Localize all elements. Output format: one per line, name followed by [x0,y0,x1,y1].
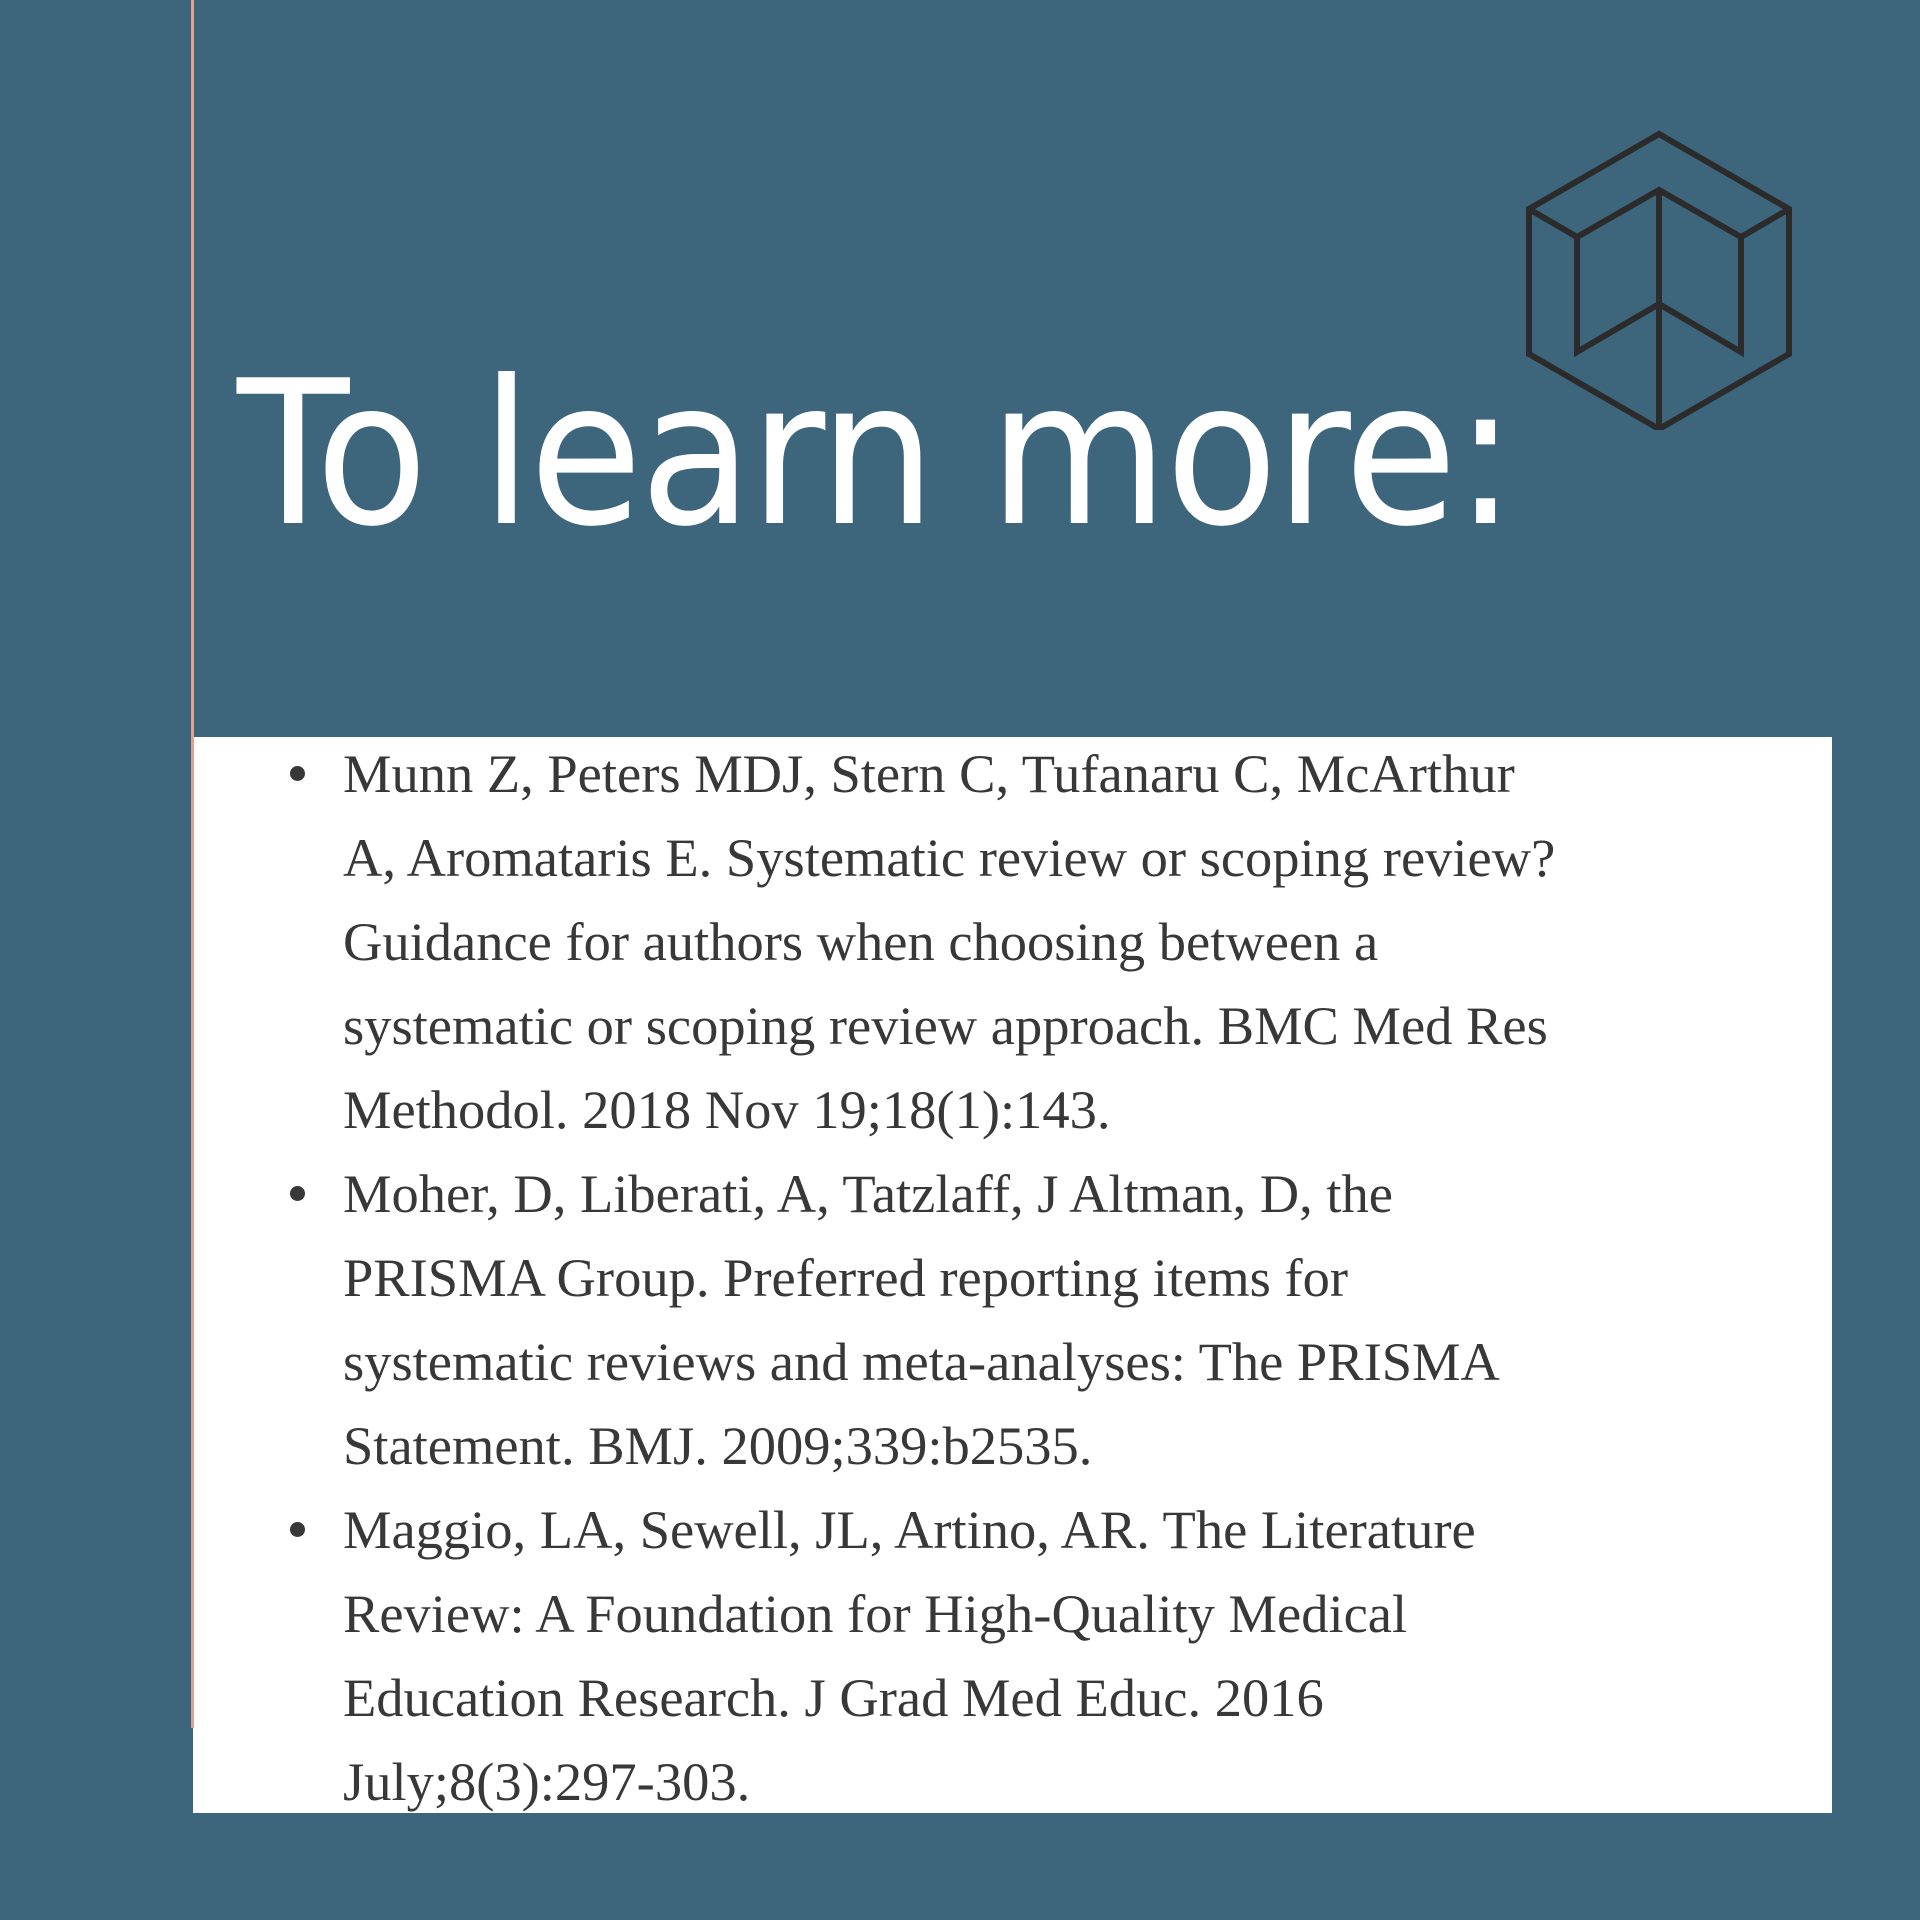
reference-line: Munn Z, Peters MDJ, Stern C, Tufanaru C, McArthur [343,743,1515,804]
page-title: To learn more: [237,338,1514,571]
reference-line: Methodol. 2018 Nov 19;18(1):143. [343,1079,1111,1140]
cube-outline-icon [1525,130,1795,430]
reference-line: Review: A Foundation for High-Quality Medical [343,1583,1408,1644]
reference-line: Education Research. J Grad Med Educ. 2016 [343,1667,1324,1728]
reference-item [290,1488,1790,1824]
reference-line: Statement. BMJ. 2009;339:b2535. [343,1415,1093,1476]
accent-divider-line [191,0,194,1728]
bullet-icon [290,1522,305,1537]
reference-item [290,732,1790,1152]
reference-line: systematic reviews and meta-analyses: The PRISMA [343,1331,1500,1392]
reference-line: July;8(3):297-303. [343,1751,751,1812]
reference-line: Maggio, LA, Sewell, JL, Artino, AR. The Literature [343,1499,1476,1560]
reference-line: Moher, D, Liberati, A, Tatzlaff, J Altman, D, the [343,1163,1393,1224]
reference-line: systematic or scoping review approach. BMC Med Res [343,995,1548,1056]
bullet-icon [290,1186,305,1201]
reference-line: A, Aromataris E. Systematic review or scoping review? [343,827,1556,888]
reference-line: PRISMA Group. Preferred reporting items for [343,1247,1349,1308]
bullet-icon [290,766,305,781]
reference-item [290,1152,1790,1488]
reference-line: Guidance for authors when choosing between a [343,911,1379,972]
reference-list [290,732,1790,1824]
